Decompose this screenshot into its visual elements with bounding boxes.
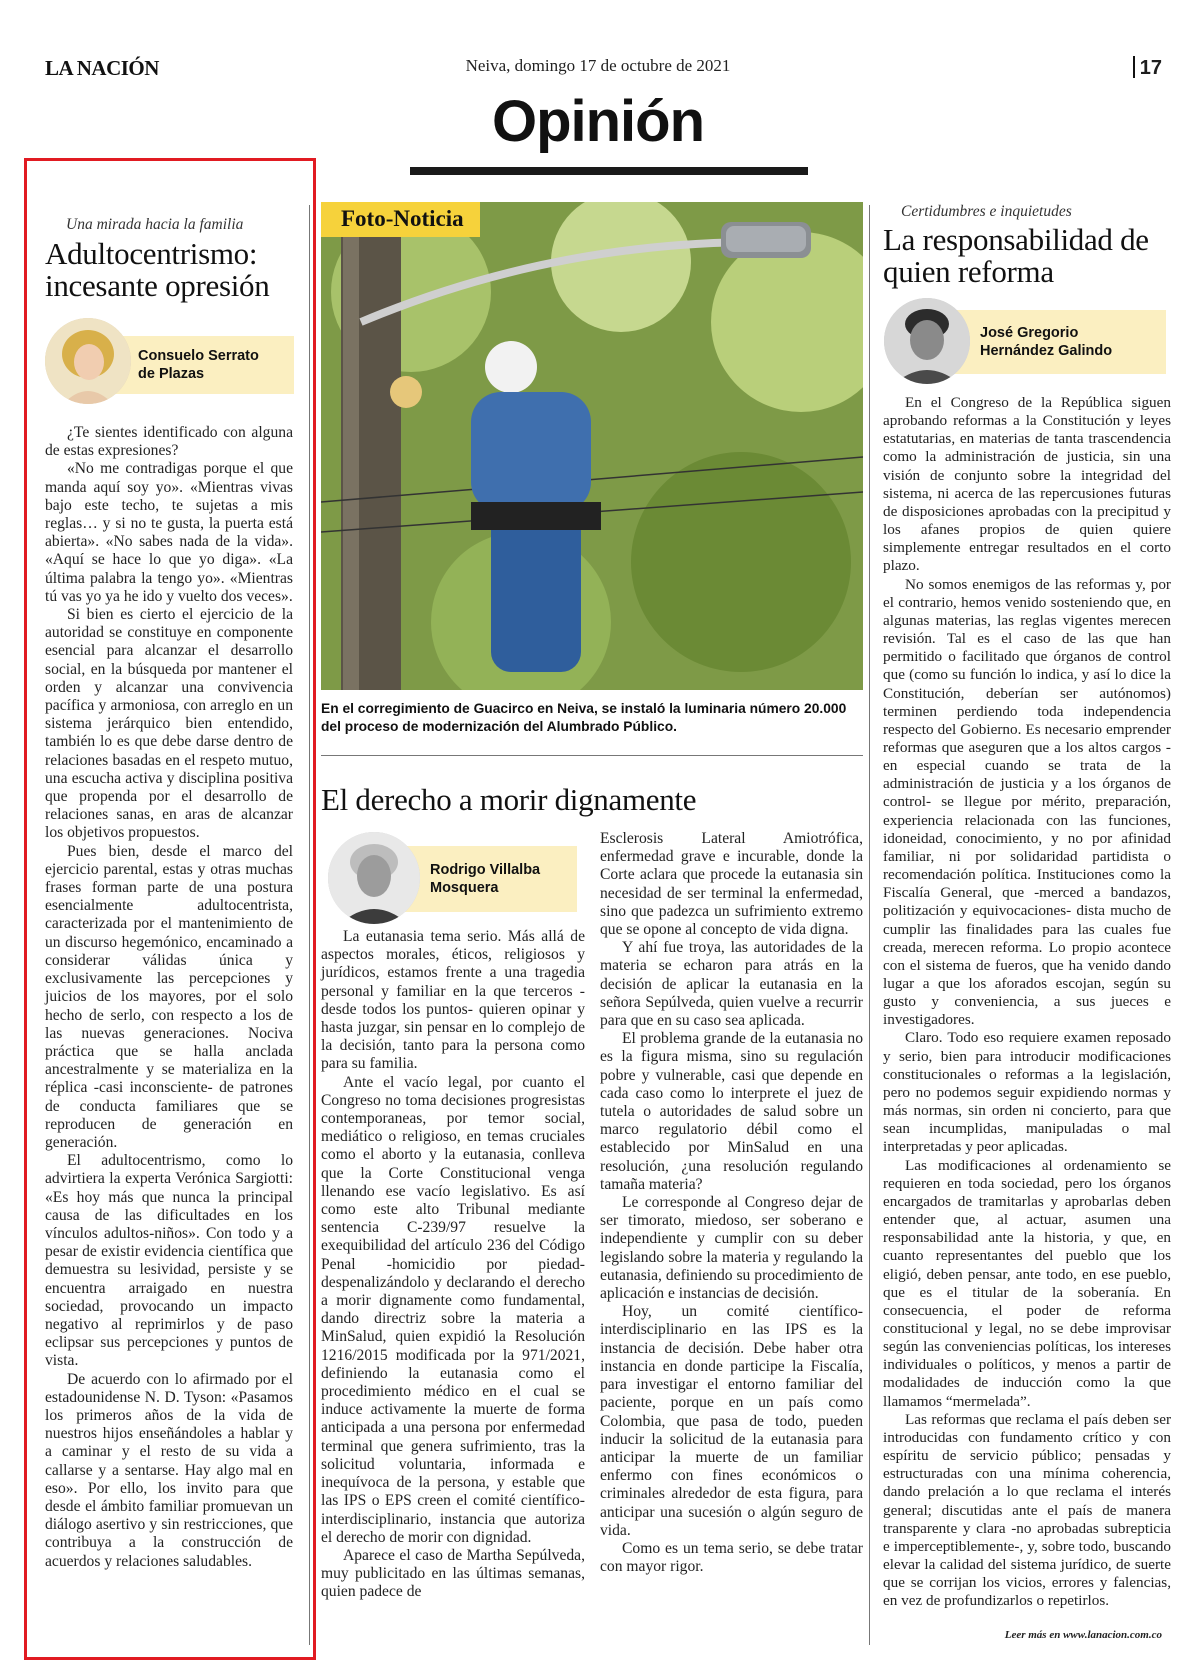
paragraph: Ante el vacío legal, por cuanto el Congreso no toma decisiones progresistas contemporaneas, por temor social, mediático o religioso, en temas cruciales como el aborto y la eutanasia, conlleva que la Corte Constitucional venga llenando ese vacío legislativo. Es así como este alto Tribunal mediante sentencia C-239/97 resuelve la exequibilidad del artículo 236 del Código Penal -homicidio por piedad- despenalizándolo y declarando el derecho a morir dignamente como fundamental, dando directriz sobre la materia a MinSalud, quien expidió la Resolución 1216/2015 modificada por la 971/2021, definiendo la eutanasia como el procedimiento médico en el cual se induce activamente la muerte de forma anticipada a una persona por enfermedad terminal que genera sufrimiento, tras la solicitud voluntaria, informada e inequívoca de la persona, y estable que las IPS o EPS creen el comité científico-interdisciplinario, instancia que autoriza el derecho de morir con dignidad. [321, 1073, 585, 1546]
article-body [600, 830, 863, 1576]
paragraph: «No me contradigas porque el que manda aquí soy yo». «Mientras vivas bajo este techo, te sujetas a mis reglas… y si no te gusta, la puerta está abierta». «No sabes nada de la vida». «Aquí se hace lo que yo diga». «La última palabra la tengo yo». «Mientras tú vas yo ya he ido y vuelto dos veces». [45, 460, 293, 605]
article-body [321, 928, 585, 1602]
author-photo-icon [884, 298, 970, 384]
read-more-link[interactable]: Leer más en www.lanacion.com.co [1004, 1629, 1162, 1641]
paragraph: Aparece el caso de Martha Sepúlveda, muy publicitado en las últimas semanas, quien padece de [321, 1546, 585, 1601]
article-body [883, 394, 1171, 1610]
paragraph: Esclerosis Lateral Amiotrófica, enfermedad grave e incurable, donde la Corte aclara que procede la eutanasia sin necesidad de ser terminal la enfermedad, sino que padezca un sufrimiento extremo que se opone al concepto de vida digna. [600, 830, 863, 939]
photo-label: Foto-Noticia [321, 202, 480, 237]
author-photo-icon [328, 832, 420, 924]
paragraph: Y ahí fue troya, las autoridades de la materia se echaron para atrás en la decisión de aplicar la eutanasia en la señora Sepúlveda, quien vuelve a recurrir para que en su caso sea aplicada. [600, 939, 863, 1030]
section-divider [410, 167, 808, 175]
section-title: Opinión [491, 89, 705, 154]
paragraph: Las reformas que reclama el país deben ser introducidas con fundamento crítico y con espíritu de servicio público; pensadas y estructuradas con una mínima coherencia, dando prelación a lo que reclama el interés general; discutidas ante el país de manera transparente y clara -no aprobadas subrepticia e imperceptiblemente-, y, sobre todo, buscando elevar la calidad del sistema jurídico, de suerte que se corrijan los vicios, errores y falencias, en vez de profundizarlos o repetirlos. [883, 1410, 1171, 1610]
paragraph: La eutanasia tema serio. Más allá de aspectos morales, éticos, religiosos y jurídicos, estamos frente a una tragedia personal y familiar en la que terceros -desde todos los puntos- quieren opinar y hasta juzgar, sin pensar en lo complejo de la decisión, tanto para la persona como para su familia. [321, 928, 585, 1073]
news-photo[interactable] [321, 202, 863, 690]
dateline: Neiva, domingo 17 de octubre de 2021 [465, 56, 731, 75]
article-headline[interactable]: Adultocentrismo: incesante opresión [45, 236, 270, 303]
article-kicker: Una mirada hacia la familia [66, 216, 244, 233]
page-number: 17 [1133, 56, 1162, 80]
paragraph: Pues bien, desde el marco del ejercicio parental, estas y otras muchas frases forman parte de una postura esencialmente adultocentrista, caracterizada por el mantenimiento de un discurso hegemónico, encaminado a considerar válidas única y exclusivamente las percepciones y juicios de los mayores, por el solo hecho de serlo, con respecto a los de las nuevas generaciones. Nociva práctica que se halla anclada ancestralmente y se materializa en la réplica -casi inconsciente- de patrones de conducta familiares que se reproducen de generación en generación. [45, 842, 293, 1151]
column-divider [321, 755, 863, 756]
paragraph: Hoy, un comité científico-interdisciplinario en las IPS es la instancia de decisión. Debe haber otra instancia en donde participe la Fiscalía, para investigar el entorno familiar del paciente, porque en un país como Colombia, que pasa de todo, pueden inducir la solicitud de la eutanasia para anticipar la muerte de un familiar enfermo con fines económicos o criminales alrededor de esta figura, para anticipar una sucesión o algún seguro de vida. [600, 1303, 863, 1539]
author-name: Rodrigo Villalba Mosquera [430, 862, 541, 896]
paragraph: Como es un tema serio, se debe tratar con mayor rigor. [600, 1539, 863, 1576]
selection-highlight-frame [24, 158, 316, 1660]
article-kicker: Certidumbres e inquietudes [901, 203, 1072, 220]
author-avatar [328, 832, 420, 924]
paragraph: El problema grande de la eutanasia no es la figura misma, sino su regulación pobre y vulnerable, casi que depende en cada caso como lo interprete el juez de tutela o autoridades de salud sobre un marco regulatorio débil como el establecido por MinSalud en una resolución, ¿una resolución regulando tamaña materia? [600, 1030, 863, 1193]
photo-caption: En el corregimiento de Guacirco en Neiva, se instaló la luminaria número 20.000 del proceso de modernización del Alumbrado Público. [321, 701, 847, 734]
newspaper-logo[interactable]: LA NACIÓN [45, 56, 159, 80]
paragraph: El adultocentrismo, como lo advirtiera la experta Verónica Sargiotti: «Es hoy más que nunca la principal causa de las dificultades en los vínculos adultos-niños». Con todo y a pesar de existir evidencia científica que demuestra su lesividad, persiste y se encuentra arraigado en nuestra sociedad, provocando un impacto negativo al reprimirlos y de paso eclipsar sus percepciones y puntos de vista. [45, 1152, 293, 1370]
author-name: José Gregorio Hernández Galindo [980, 325, 1113, 359]
paragraph: Si bien es cierto el ejercicio de la autoridad se constituye en componente esencial para alcanzar el desarrollo social, en la búsqueda por mantener el orden y alcanzar una convivencia pacífica y armoniosa, con arreglo en un sistema jerárquico bien entendido, también lo es que debe darse dentro de relaciones basadas en el respeto mutuo, una escucha activa y disciplina positiva que propenda por el desarrollo de relaciones sanas, en aras de alcanzar los objetivos propuestos. [45, 606, 293, 842]
paragraph: ¿Te sientes identificado con alguna de estas expresiones? [45, 424, 293, 460]
paragraph: No somos enemigos de las reformas y, por el contrario, hemos venido sosteniendo que, en algunas materias, las reglas vigentes merecen revisión. Tal es el caso de las que han permitido o facilitado que órganos de control que (como su función lo indica, y así lo dice la Constitución, deberían ser autónomos) terminen perdiendo toda independencia respecto del Gobierno. Es necesario emprender reformas que aseguren que a los altos cargos -en especial cuando se trata de la administración de justicia y a los órganos de control- se llegue por mérito, preparación, experiencia relacionada con las funciones, idoneidad, conocimiento, y no por afinidad familiar, ni por solidaridad partidista o recomendación política. Instituciones como la Fiscalía General, que -merced a bandazos, politización y equivocaciones- dista mucho de cumplir las finalidades para las cuales fue creada, merecen reforma. Lo propio acontece con el sistema de fueros, que ha venido dando lugar a que los aforados escojan, según su gusto y conveniencia, a sus jueces e investigadores. [883, 575, 1171, 1029]
article-headline[interactable]: El derecho a morir dignamente [321, 782, 697, 817]
author-name: Consuelo Serrato de Plazas [138, 348, 259, 382]
paragraph: Las modificaciones al ordenamiento se requieren en toda sociedad, pero los órganos encargados de tramitarlas y aprobarlas deben entender que, al actuar, asumen una responsabilidad ante la historia, y que, en cuanto representantes del pueblo que los eligió, deben pensar, ante todo, en ese pueblo, que es el titular de la soberanía. En consecuencia, el poder de reforma constitucional y legal, no se debe improvisar según las conveniencias políticas, los intereses individuales o políticos, y menos a partir de modalidades de inducción como la que llamamos “mermelada”. [883, 1156, 1171, 1410]
paragraph: De acuerdo con lo afirmado por el estadounidense N. D. Tyson: «Pasamos los primeros años de la vida de nuestros hijos enseñándoles a hablar y a caminar y el resto de su vida a callarse y a sentarse. Hay algo mal en eso». Por ello, los invito para que desde el ámbito familiar promuevan un diálogo asertivo y sin restricciones, que contribuya a la construcción de acuerdos y relaciones saludables. [45, 1370, 293, 1570]
paragraph: En el Congreso de la República siguen aprobando reformas a la Constitución y leyes estatutarias, en materias de tanta trascendencia como la administración de justicia, sin una visión de conjunto sobre la integridad del sistema, ni acerca de las repercusiones futuras de disposiciones aprobadas con la precipitud y los afanes propios de quien quiere simplemente entregar resultados en el corto plazo. [883, 394, 1171, 575]
author-avatar [884, 298, 970, 384]
paragraph: Le corresponde al Congreso dejar de ser timorato, miedoso, ser soberano e independiente y cumplir con su deber legislando sobre la materia y regulando la eutanasia, definiendo su procedimiento de aplicación e instancias de decisión. [600, 1194, 863, 1303]
article-headline[interactable]: La responsabilidad de quien reforma [883, 222, 1149, 289]
paragraph: Claro. Todo eso requiere examen reposado y serio, bien para introducir modificaciones constitucionales o reformas a la legislación, pero no podemos seguir expidiendo normas y más normas, sin orden ni concierto, para que sean incumplidas, manipuladas o mal interpretadas y peor aplicadas. [883, 1029, 1171, 1156]
lineman-photo-icon [321, 202, 863, 690]
column-divider [869, 205, 870, 1645]
